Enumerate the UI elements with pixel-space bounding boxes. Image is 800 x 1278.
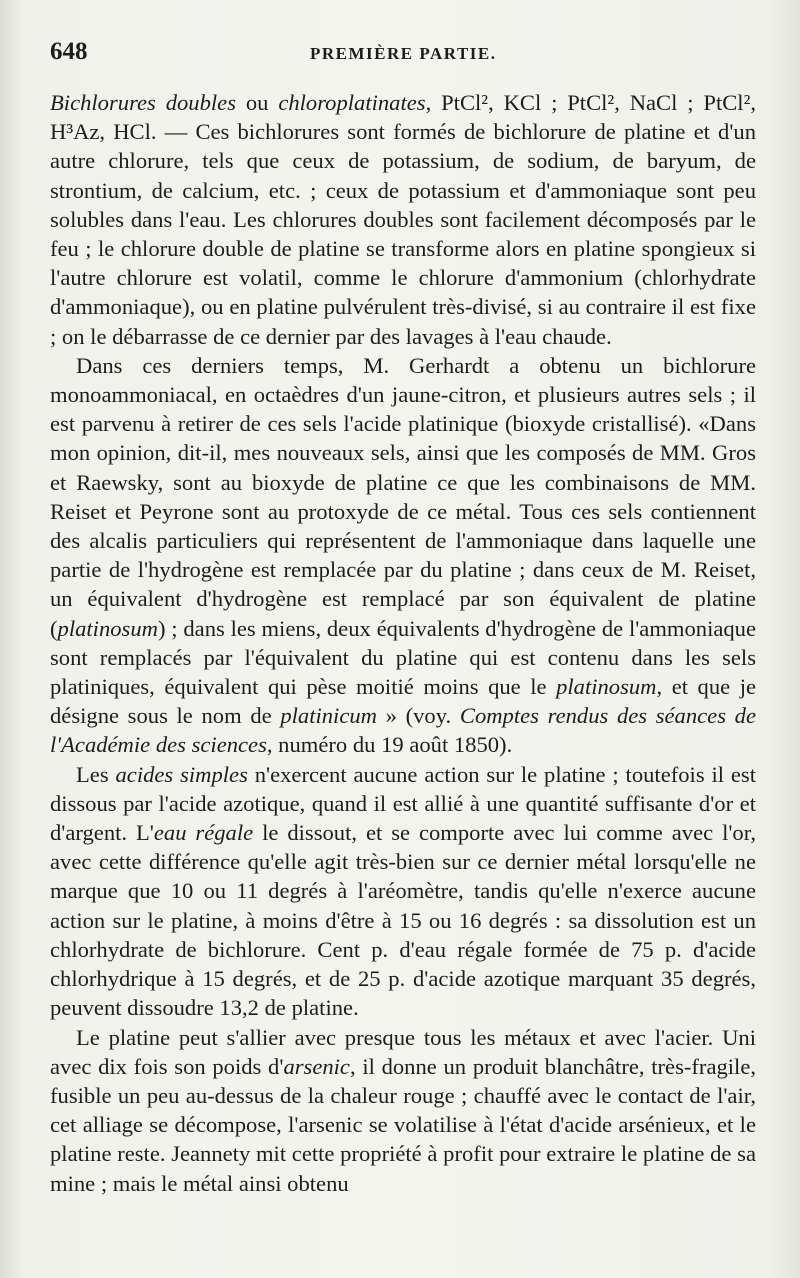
paragraph-bichlorures — [50, 88, 756, 351]
italic-term: platinicum — [280, 703, 377, 729]
page-header — [50, 38, 756, 78]
italic-term: platinosum — [556, 674, 657, 700]
text-run: ) ; dans les miens, deux équivalents d'hydrogène de l'ammoniaque sont remplacés par l'équivalent du platine qui est contenu dans les sels platiniques, équivalent qui pèse moitié moins que le — [50, 615, 756, 700]
text-run: Le platine peut s'allier avec presque tous les métaux et avec l'acier. Uni avec dix fois son poids d' — [50, 1024, 756, 1079]
page-number: 648 — [50, 38, 88, 65]
text-run: » (voy. — [376, 703, 460, 729]
text-run: , PtCl², KCl ; PtCl², NaCl ; PtCl², H³Az, HCl. — Ces bichlorures sont formés de bichlorure de platine et d'un autre chlorure, tels que ceux de potassium, de sodium, de baryum, de strontium, de calcium, etc. ; ceux de potassium et d'ammoniaque sont peu solubles dans l'eau. Les chlorures doubles sont facilement décomposés par le feu ; le chlorure double de platine se transforme alors en platine spongieux si l'autre chlorure est volatil, comme le chlorure d'ammonium (chlorhydrate d'ammoniaque), ou en platine pulvérulent très-divisé, si au contraire il est fixe ; on le débarrasse de ce dernier par des lavages à l'eau chaude. — [50, 90, 757, 349]
italic-term: arsenic — [283, 1053, 350, 1079]
text-run: ou — [236, 90, 279, 115]
text-run: , et que je désigne sous le nom de — [50, 674, 756, 729]
text-run: , il donne un produit blanchâtre, très-fragile, fusible un peu au-dessus de la chaleur rouge ; chauffé avec le contact de l'air, cet alliage se décompose, l'arsenic se volatilise à l'état d'acide arsénieux, et le platine reste. Jeannety mit cette propriété à profit pour extraire le platine de sa mine ; mais le métal ainsi obtenu — [50, 1053, 756, 1196]
body-text — [50, 88, 756, 1198]
italic-term: acides simples — [115, 761, 248, 787]
paragraph-acides — [50, 760, 756, 1023]
text-run: Dans ces derniers temps, M. Gerhardt a obtenu un bichlorure monoammoniacal, en octaèdres d'un jaune-citron, et plusieurs autres sels ; il est parvenu à retirer de ces sels l'acide platinique (bioxyde cristallisé). «Dans mon opinion, dit-il, mes nouveaux sels, ainsi que les composés de MM. Gros et Raewsky, sont au bioxyde de platine ce que les combinaisons de MM. Reiset et Peyrone sont au protoxyde de ce métal. Tous ces sels contiennent des alcalis particuliers qui représentent de l'ammoniaque dans laquelle une partie de l'hydrogène est remplacée par du platine ; dans ceux de M. Reiset, un équivalent d'hydrogène est remplacé par son équivalent de platine ( — [50, 352, 756, 641]
text-run: , numéro du 19 août 1850). — [266, 732, 513, 758]
running-head: PREMIÈRE PARTIE. — [310, 44, 497, 63]
italic-term: platinosum — [57, 615, 158, 641]
paragraph-gerhardt — [50, 351, 756, 760]
italic-term: chloroplatinates — [278, 90, 426, 115]
text-run: Les — [76, 761, 116, 787]
italic-term: Bichlorures doubles — [50, 90, 236, 115]
italic-term: eau régale — [153, 820, 254, 846]
paragraph-alliages — [50, 1023, 756, 1198]
text-run: le dissout, et se comporte avec lui comme avec l'or, avec cette différence qu'elle agit très-bien sur ce dernier métal lorsqu'elle ne marque que 10 ou 11 degrés à l'aréomètre, tandis qu'elle n'exerce aucune action sur le platine, à moins d'être à 15 ou 16 degrés : sa dissolution est un chlorhydrate de bichlorure. Cent p. d'eau régale formée de 75 p. d'acide chlorhydrique à 15 degrés, et de 25 p. d'acide azotique marquant 35 degrés, peuvent dissoudre 13,2 de platine. — [50, 820, 756, 1021]
italic-citation: Comptes rendus des séances de l'Académie des sciences — [50, 703, 756, 758]
text-run: n'exercent aucune action sur le platine ; toutefois il est dissous par l'acide azotique, quand il est allié à une quantité suffisante d'or et d'argent. L' — [50, 761, 756, 846]
